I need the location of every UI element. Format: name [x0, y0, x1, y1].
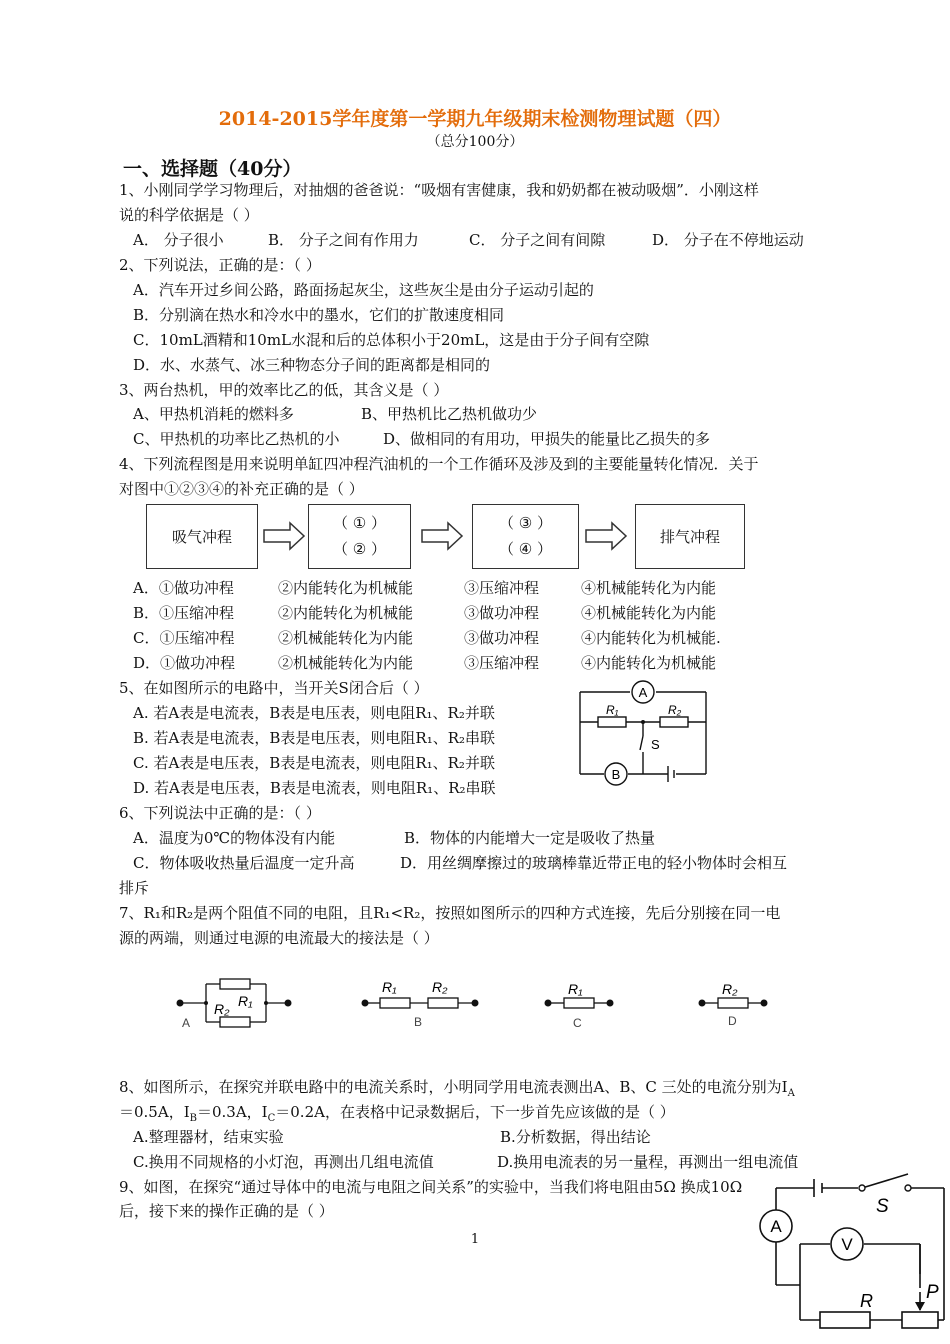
q5-option-a: A. 若A表是电流表，B表是电压表，则电阻R₁、R₂并联 — [133, 704, 495, 722]
q6-option-d: D．用丝绸摩擦过的玻璃棒靠近带正电的轻小物体时会相互 — [400, 854, 788, 872]
q8-option-a: A.整理器材，结束实验 — [133, 1128, 284, 1146]
q4-d-2: ②机械能转化为内能 — [278, 654, 414, 672]
q8-sub-b: B — [189, 1113, 197, 1124]
page-title: 2014-2015学年度第一学期九年级期末检测物理试题（四） — [218, 108, 732, 130]
q9-stem-line2: 后，接下来的操作正确的是（ ） — [119, 1202, 334, 1220]
q5-option-d: D. 若A表是电压表，B表是电流表，则电阻R₁、R₂串联 — [133, 779, 496, 797]
q4-b-3: ③做功冲程 — [464, 604, 540, 622]
q7-b-r2-label: R₂ — [432, 979, 448, 995]
q5-r1-label: R₁ — [606, 703, 619, 717]
q7-stem-line1: 7、R₁和R₂是两个阻值不同的电阻，且R₁<R₂，按照如图所示的四种方式连接，先后分别接在同一电 — [119, 904, 781, 922]
q2-stem: 2、下列说法，正确的是：（ ） — [119, 256, 321, 274]
q8-option-b: B.分析数据，得出结论 — [500, 1128, 651, 1146]
q3-option-b: B、甲热机比乙热机做功少 — [361, 405, 538, 423]
q4-d-3: ③压缩冲程 — [464, 654, 540, 672]
q2-option-a: A．汽车开过乡间公路，路面扬起灰尘，这些灰尘是由分子运动引起的 — [133, 281, 594, 299]
q4-a-4: ④机械能转化为内能 — [581, 579, 717, 597]
flow-box-3-slot-4: （ ④ ） — [499, 540, 552, 558]
q4-d-4: ④内能转化为机械能 — [581, 654, 717, 672]
page-number: 1 — [470, 1232, 480, 1247]
q9-slider-arrow — [915, 1302, 925, 1311]
q8-sub-c: C — [267, 1113, 276, 1124]
q6-option-b: B．物体的内能增大一定是吸收了热量 — [404, 829, 656, 847]
q5-switch-label: S — [651, 737, 660, 752]
q4-d-1: D．①做功冲程 — [133, 654, 236, 672]
q8-l2-part2: ＝0.3A，I — [196, 1103, 268, 1121]
q5-option-c: C. 若A表是电压表，B表是电流表，则电阻R₁、R₂并联 — [133, 754, 495, 772]
q2-option-b: B．分别滴在热水和冷水中的墨水，它们的扩散速度相同 — [133, 306, 505, 324]
q3-stem: 3、两台热机，甲的效率比乙的低，其含义是（ ） — [119, 381, 449, 399]
flow-box-intake — [146, 504, 258, 569]
q7-a-r2-label: R₂ — [214, 1001, 230, 1017]
q7-circuit-figures — [170, 970, 810, 1035]
q3-option-a: A、甲热机消耗的燃料多 — [133, 405, 294, 423]
flow-box-2-slot-2: （ ② ） — [333, 540, 386, 558]
section-heading: 一、选择题（40分） — [123, 158, 302, 180]
flow-box-2 — [308, 504, 411, 569]
flow-arrow-3 — [584, 521, 628, 551]
q9-slider-label: P — [926, 1282, 939, 1303]
q5-meter-b-label: B — [611, 767, 621, 782]
q4-a-3: ③压缩冲程 — [464, 579, 540, 597]
q3-option-d: D、做相同的有用功，甲损失的能量比乙损失的多 — [383, 430, 711, 448]
q1-stem-line1: 1、小刚同学学习物理后，对抽烟的爸爸说：“吸烟有害健康，我和奶奶都在被动吸烟”．小刚这样 — [119, 181, 759, 199]
q8-stem-line1 — [119, 1077, 795, 1104]
q4-c-2: ②机械能转化为内能 — [278, 629, 414, 647]
q6-option-d-cont: 排斥 — [119, 879, 150, 897]
flow-arrow-1 — [262, 521, 306, 551]
q5-junction-dot — [641, 720, 645, 724]
q9-resistor-label: R — [860, 1291, 873, 1311]
q5-option-b: B. 若A表是电流表，B表是电压表，则电阻R₁、R₂串联 — [133, 729, 496, 747]
q6-option-c: C．物体吸收热量后温度一定升高 — [133, 854, 355, 872]
q7-d-r2-label: R₂ — [722, 981, 738, 997]
q7-label-b: B — [414, 1015, 423, 1029]
q8-option-c: C.换用不同规格的小灯泡，再测出几组电流值 — [133, 1153, 434, 1171]
q7-b-r1-label: R₁ — [382, 979, 397, 995]
q9-ammeter-label: A — [770, 1217, 782, 1236]
q8-l2-part3: ＝0.2A，在表格中记录数据后，下一步首先应该做的是（ ） — [275, 1103, 675, 1121]
q4-c-1: C．①压缩冲程 — [133, 629, 235, 647]
q4-c-4: ④内能转化为机械能. — [581, 629, 721, 647]
q4-stem-line1: 4、下列流程图是用来说明单缸四冲程汽油机的一个工作循环及涉及到的主要能量转化情况．关于 — [119, 455, 759, 473]
q1-option-b: B． 分子之间有作用力 — [268, 231, 419, 249]
q9-stem-line1: 9、如图，在探究“通过导体中的电流与电阻之间关系”的实验中，当我们将电阻由5Ω 换成10Ω — [119, 1178, 743, 1196]
flow-box-exhaust — [635, 504, 745, 569]
q8-stem-line2 — [119, 1102, 675, 1129]
q7-label-c: C — [573, 1016, 582, 1030]
q2-option-d: D．水、水蒸气、冰三种物态分子间的距离都是相同的 — [133, 356, 491, 374]
q4-stem-line2: 对图中①②③④的补充正确的是（ ） — [119, 480, 364, 498]
q9-switch-pivot — [859, 1185, 865, 1191]
q1-option-c: C． 分子之间有间隙 — [469, 231, 606, 249]
flow-box-3-slot-3: （ ③ ） — [499, 514, 552, 532]
q8-sub-a: A — [787, 1088, 795, 1099]
q7-label-d: D — [728, 1014, 737, 1028]
q5-stem: 5、在如图所示的电路中，当开关S闭合后（ ） — [119, 679, 429, 697]
q6-stem: 6、下列说法中正确的是：（ ） — [119, 804, 321, 822]
q4-a-2: ②内能转化为机械能 — [278, 579, 414, 597]
flow-box-exhaust-label: 排气冲程 — [659, 528, 720, 546]
q4-b-4: ④机械能转化为内能 — [581, 604, 717, 622]
q7-stem-line2: 源的两端，则通过电源的电流最大的接法是（ ） — [119, 929, 439, 947]
flow-box-intake-label: 吸气冲程 — [171, 528, 232, 546]
q7-label-a: A — [182, 1016, 191, 1030]
q8-stem-line1-text: 8、如图所示，在探究并联电路中的电流关系时，小明同学用电流表测出A、B、C 三处的电流分别为I — [119, 1078, 788, 1096]
q9-switch-contact — [905, 1185, 911, 1191]
q5-r2-label: R₂ — [668, 703, 682, 717]
q4-b-1: B．①压缩冲程 — [133, 604, 235, 622]
q1-option-a: A． 分子很小 — [133, 231, 224, 249]
q1-option-d: D． 分子在不停地运动 — [652, 231, 804, 249]
flow-box-2-slot-1: （ ① ） — [333, 514, 386, 532]
total-score: （总分100分） — [426, 134, 524, 150]
q8-l2-part1: ＝0.5A，I — [119, 1103, 190, 1121]
q4-b-2: ②内能转化为机械能 — [278, 604, 414, 622]
q8-option-d: D.换用电流表的另一量程，再测出一组电流值 — [497, 1153, 799, 1171]
q6-option-a: A．温度为0℃的物体没有内能 — [133, 829, 336, 847]
q9-circuit-diagram — [752, 1170, 948, 1330]
q5-circuit-diagram — [570, 676, 720, 791]
q2-option-c: C．10mL酒精和10mL水混和后的总体积小于20mL，这是由于分子间有空隙 — [133, 331, 650, 349]
flow-box-3 — [472, 504, 579, 569]
q7-c-r1-label: R₁ — [568, 981, 583, 997]
q9-voltmeter-label: V — [841, 1235, 853, 1254]
q4-c-3: ③做功冲程 — [464, 629, 540, 647]
q5-meter-a-label: A — [638, 685, 648, 700]
q4-a-1: A．①做功冲程 — [133, 579, 234, 597]
q9-switch-label: S — [876, 1196, 889, 1217]
q1-stem-line2: 说的科学依据是（ ） — [119, 206, 259, 224]
flow-arrow-2 — [420, 521, 464, 551]
q7-a-r1-label: R₁ — [238, 993, 253, 1009]
q3-option-c: C、甲热机的功率比乙热机的小 — [133, 430, 340, 448]
